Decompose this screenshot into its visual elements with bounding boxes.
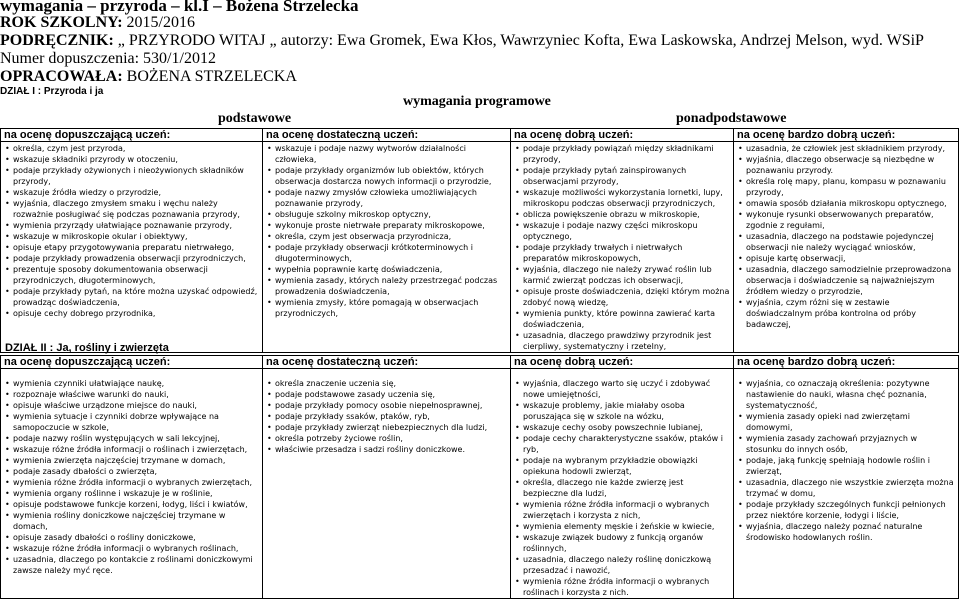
requirement-item: • podaje przykłady trwałych i nietrwałych preparatów mikroskopowych,	[523, 242, 730, 264]
author-label: OPRACOWAŁA:	[0, 68, 123, 85]
textbook-value: „ PRZYRODO WITAJ „ autorzy: Ewa Gromek, Ewa Kłos, Wawrzyniec Kofta, Ewa Laskowska, Andrzej Melson, wyd. WSiP	[117, 32, 924, 49]
requirement-item: • określa, dlaczego nie każde zwierzę jest bezpieczne dla ludzi,	[523, 477, 730, 499]
requirement-item: • wskazuje cechy osoby powszechnie lubianej,	[523, 422, 730, 433]
requirement-item: • wyjaśnia, dlaczego nie należy zrywać roślin lub karmić zwierząt podczas ich obserwacji,	[523, 264, 730, 286]
grade-header-row-2	[1, 356, 959, 369]
requirement-item: • wskazuje składniki przyrody w otoczeniu,	[13, 154, 259, 165]
requirement-item: • wyjaśnia, czym różni się w zestawie doświadczalnym próba kontrolna od próby badawczej,	[746, 297, 955, 330]
requirement-item: • wskazuje i podaje nazwy wytworów działalności człowieka,	[275, 143, 507, 165]
requirement-item: • wymienia różne źródła informacji o wybranych zwierzętach i korzysta z nich,	[523, 499, 730, 521]
requirement-item: • uzasadnia, dlaczego nie wszystkie zwierzęta można trzymać w domu,	[746, 477, 955, 499]
grade-header-dostateczna-2: na ocenę dostateczną uczeń:	[263, 356, 511, 369]
requirement-item: • wskazuje i podaje nazwy części mikroskopu optycznego,	[523, 220, 730, 242]
requirement-item: • podaje przykłady obserwacji krótkoterminowych i długoterminowych,	[275, 242, 507, 264]
requirement-item: • wyjaśnia, dlaczego obserwacje są niezbędne w poznawaniu przyrody.	[746, 154, 955, 176]
requirement-item: • wymienia zasady, których należy przestrzegać podczas prowadzenia doświadczenia,	[275, 275, 507, 297]
requirement-item: • wymienia zmysły, które pomagają w obserwacjach przyrodniczych,	[275, 297, 507, 319]
requirement-item: • określa potrzeby życiowe roślin,	[275, 433, 507, 444]
author-value: BOŻENA STRZELECKA	[126, 68, 297, 85]
textbook-line	[0, 32, 924, 50]
s1-col-dostateczna	[263, 142, 511, 353]
basic-requirements-label: podstawowe	[218, 111, 292, 126]
requirement-item: • uzasadnia, dlaczego po kontakcie z roślinami doniczkowymi zawsze należy myć ręce.	[13, 554, 259, 576]
section2-content-row	[1, 369, 959, 599]
requirement-item: • wskazuje różne źródła informacji o wybranych roślinach,	[13, 543, 259, 554]
requirement-item: • podaje przykłady ożywionych i nieożywionych składników przyrody,	[13, 165, 259, 187]
requirement-item: • wymienia różne źródła informacji o wybranych roślinach i korzysta z nich.	[523, 576, 730, 598]
requirement-item: • opisuje kartę obserwacji,	[746, 253, 955, 264]
grade-header-bardzo-dobra-2: na ocenę bardzo dobrą uczeń:	[734, 356, 959, 369]
author-line	[0, 68, 297, 86]
requirement-item: • wskazuje różne źródła informacji o roślinach i zwierzętach,	[13, 444, 259, 455]
requirement-item: • uzasadnia, dlaczego prawdziwy przyrodnik jest cierpliwy, systematyczny i rzetelny,	[523, 330, 730, 352]
requirement-item: • wymienia elementy męskie i żeńskie w kwiecie,	[523, 521, 730, 532]
requirement-item: • wymienia organy roślinne i wskazuje je w roślinie,	[13, 488, 259, 499]
section1-content-row	[1, 142, 959, 353]
requirement-item: • wymienia zwierzęta najczęściej trzymane w domach,	[13, 455, 259, 466]
requirement-item: • wymienia punkty, które powinna zawierać karta doświadczenia,	[523, 308, 730, 330]
school-year-line	[0, 14, 195, 32]
requirement-item: • określa, czym jest przyroda,	[13, 143, 259, 154]
school-year-label: ROK SZKOLNY:	[0, 14, 123, 31]
school-year-value: 2015/2016	[126, 14, 195, 31]
requirement-item: • opisuje cechy dobrego przyrodnika,	[13, 308, 259, 319]
requirement-item: • określa znaczenie uczenia się,	[275, 378, 507, 389]
requirement-item: • podaje nazwy zmysłów człowieka umożliwiających poznawanie przyrody,	[275, 187, 507, 209]
requirement-item: • podaje podstawowe zasady uczenia się,	[275, 389, 507, 400]
requirement-item: • opisuje właściwe urządzone miejsce do nauki,	[13, 400, 259, 411]
textbook-label: PODRĘCZNIK:	[0, 32, 114, 49]
section2-table	[0, 355, 959, 599]
requirement-item: • właściwie przesadza i sadzi rośliny doniczkowe.	[275, 444, 507, 455]
s2-col-dostateczna	[263, 369, 511, 599]
document-title: wymagania – przyroda – kl.I – Bożena Strzelecka	[0, 0, 359, 15]
requirement-item: • wymienia sytuacje i czynniki dobrze wpływające na samopoczucie w szkole,	[13, 411, 259, 433]
requirement-item: • wymienia różne źródła informacji o wybranych zwierzętach,	[13, 477, 259, 488]
requirement-item: • uzasadnia, dlaczego samodzielnie przeprowadzona obserwacja i doświadczenie są najważniejszym źródłem wiedzy o przyrodzie,	[746, 264, 955, 297]
requirement-item: • omawia sposób działania mikroskopu optycznego,	[746, 198, 955, 209]
s2-col-bardzo-dobra	[734, 369, 959, 599]
requirement-item: • oblicza powiększenie obrazu w mikroskopie,	[523, 209, 730, 220]
requirement-item: • uzasadnia, dlaczego na podstawie pojedynczej obserwacji nie należy wyciągać wniosków,	[746, 231, 955, 253]
s2-col-dopuszczajaca	[1, 369, 263, 599]
requirement-item: • opisuje etapy przygotowywania preparatu nietrwałego,	[13, 242, 259, 253]
grade-header-row	[1, 129, 959, 142]
grade-header-dobra: na ocenę dobrą uczeń:	[511, 129, 734, 142]
requirement-item: • rozpoznaje właściwe warunki do nauki,	[13, 389, 259, 400]
requirement-item: • podaje zasady dbałości o zwierzęta,	[13, 466, 259, 477]
requirement-item: • wskazuje w mikroskopie okular i obiektywy,	[13, 231, 259, 242]
requirement-item: • podaje przykłady pytań zainspirowanych obserwacjami przyrody,	[523, 165, 730, 187]
requirement-item: • opisuje proste doświadczenia, dzięki którym można zdobyć nową wiedzę,	[523, 286, 730, 308]
s1-col-dopuszczajaca	[1, 142, 263, 353]
requirement-item: • wyjaśnia, co oznaczają określenia: pozytywne nastawienie do nauki, własna chęć poznania, systematyczność,	[746, 378, 955, 411]
requirement-item: • podaje przykłady zwierząt niebezpiecznych dla ludzi,	[275, 422, 507, 433]
s1-col-bardzo-dobra	[734, 142, 959, 353]
grade-header-dostateczna: na ocenę dostateczną uczeń:	[263, 129, 511, 142]
program-requirements-label: wymagania programowe	[403, 94, 551, 109]
requirement-item: • opisuje podstawowe funkcje korzeni, łodyg, liści i kwiatów,	[13, 499, 259, 510]
requirement-item: • określa, czym jest obserwacja przyrodnicza,	[275, 231, 507, 242]
approval-number: Numer dopuszczenia: 530/1/2012	[0, 50, 216, 67]
requirement-item: • wypełnia poprawnie kartę doświadczenia,	[275, 264, 507, 275]
requirement-item: • podaje przykłady pytań, na które można uzyskać odpowiedź, prowadząc doświadczenia,	[13, 286, 259, 308]
section1-table	[0, 128, 959, 353]
grade-header-dopuszczajaca-2: na ocenę dopuszczającą uczeń:	[1, 356, 263, 369]
requirement-item: • wyjaśnia, dlaczego należy poznać naturalne środowisko hodowlanych roślin.	[746, 521, 955, 543]
requirement-item: • wykonuje proste nietrwałe preparaty mikroskopowe,	[275, 220, 507, 231]
grade-header-dopuszczajaca: na ocenę dopuszczającą uczeń:	[1, 129, 263, 142]
requirement-item: • wymienia czynniki ułatwiające naukę,	[13, 378, 259, 389]
grade-header-bardzo-dobra: na ocenę bardzo dobrą uczeń:	[734, 129, 959, 142]
requirement-item: • wskazuje związek budowy z funkcją organów roślinnych,	[523, 532, 730, 554]
requirement-item: • uzasadnia, że człowiek jest składnikiem przyrody,	[746, 143, 955, 154]
requirement-item: • wyjaśnia, dlaczego zmysłem smaku i węchu należy rozważnie posługiwać się podczas poznawania przyrody,	[13, 198, 259, 220]
requirement-item: • określa rolę mapy, planu, kompasu w poznawaniu przyrody,	[746, 176, 955, 198]
requirement-item: • wskazuje problemy, jakie miałaby osoba poruszająca się w szkole na wózku,	[523, 400, 730, 422]
requirement-item: • podaje na wybranym przykładzie obowiązki opiekuna hodowli zwierząt,	[523, 455, 730, 477]
requirement-item: • podaje przykłady prowadzenia obserwacji przyrodniczych,	[13, 253, 259, 264]
requirement-item: • podaje przykłady szczególnych funkcji pełnionych przez niektóre korzenie, łodygi i liście,	[746, 499, 955, 521]
requirement-item: • podaje nazwy roślin występujących w sali lekcyjnej,	[13, 433, 259, 444]
requirement-item: • wskazuje źródła wiedzy o przyrodzie,	[13, 187, 259, 198]
requirement-item: • podaje przykłady pomocy osobie niepełnosprawnej,	[275, 400, 507, 411]
s2-col-dobra	[511, 369, 734, 599]
requirement-item: • uzasadnia, dlaczego należy roślinę doniczkową przesadzać i nawozić,	[523, 554, 730, 576]
section1-title: DZIAŁ I : Przyroda i ja	[0, 86, 104, 97]
requirement-item: • wykonuje rysunki obserwowanych preparatów, zgodnie z regułami,	[746, 209, 955, 231]
requirement-item: • podaje przykłady ssaków, ptaków, ryb,	[275, 411, 507, 422]
grade-header-dobra-2: na ocenę dobrą uczeń:	[511, 356, 734, 369]
requirement-item: • podaje przykłady powiązań między składnikami przyrody,	[523, 143, 730, 165]
section2-title: DZIAŁ II : Ja, rośliny i zwierzęta	[5, 342, 169, 354]
requirement-item: • podaje cechy charakterystyczne ssaków, ptaków i ryb,	[523, 433, 730, 455]
requirement-item: • wymienia przyrządy ułatwiające poznawanie przyrody,	[13, 220, 259, 231]
extended-requirements-label: ponadpodstawowe	[676, 111, 787, 126]
requirement-item: • wyjaśnia, dlaczego warto się uczyć i zdobywać nowe umiejętności,	[523, 378, 730, 400]
requirement-item: • wskazuje możliwości wykorzystania lornetki, lupy, mikroskopu podczas obserwacji przyrodniczych,	[523, 187, 730, 209]
requirement-item: • obsługuje szkolny mikroskop optyczny,	[275, 209, 507, 220]
requirement-item: • wymienia zasady opieki nad zwierzętami domowymi,	[746, 411, 955, 433]
requirement-item: • podaje, jaką funkcję spełniają hodowle roślin i zwierząt,	[746, 455, 955, 477]
requirement-item: • prezentuje sposoby dokumentowania obserwacji przyrodniczych, długoterminowych,	[13, 264, 259, 286]
s1-col-dobra	[511, 142, 734, 353]
requirement-item: • opisuje zasady dbałości o rośliny doniczkowe,	[13, 532, 259, 543]
requirement-item: • wymienia zasady zachowań przyjaznych w stosunku do innych osób,	[746, 433, 955, 455]
requirement-item: • podaje przykłady organizmów lub obiektów, których obserwacja dostarcza nowych informacji o przyrodzie,	[275, 165, 507, 187]
requirement-item: • wymienia rośliny doniczkowe najczęściej trzymane w domach,	[13, 510, 259, 532]
